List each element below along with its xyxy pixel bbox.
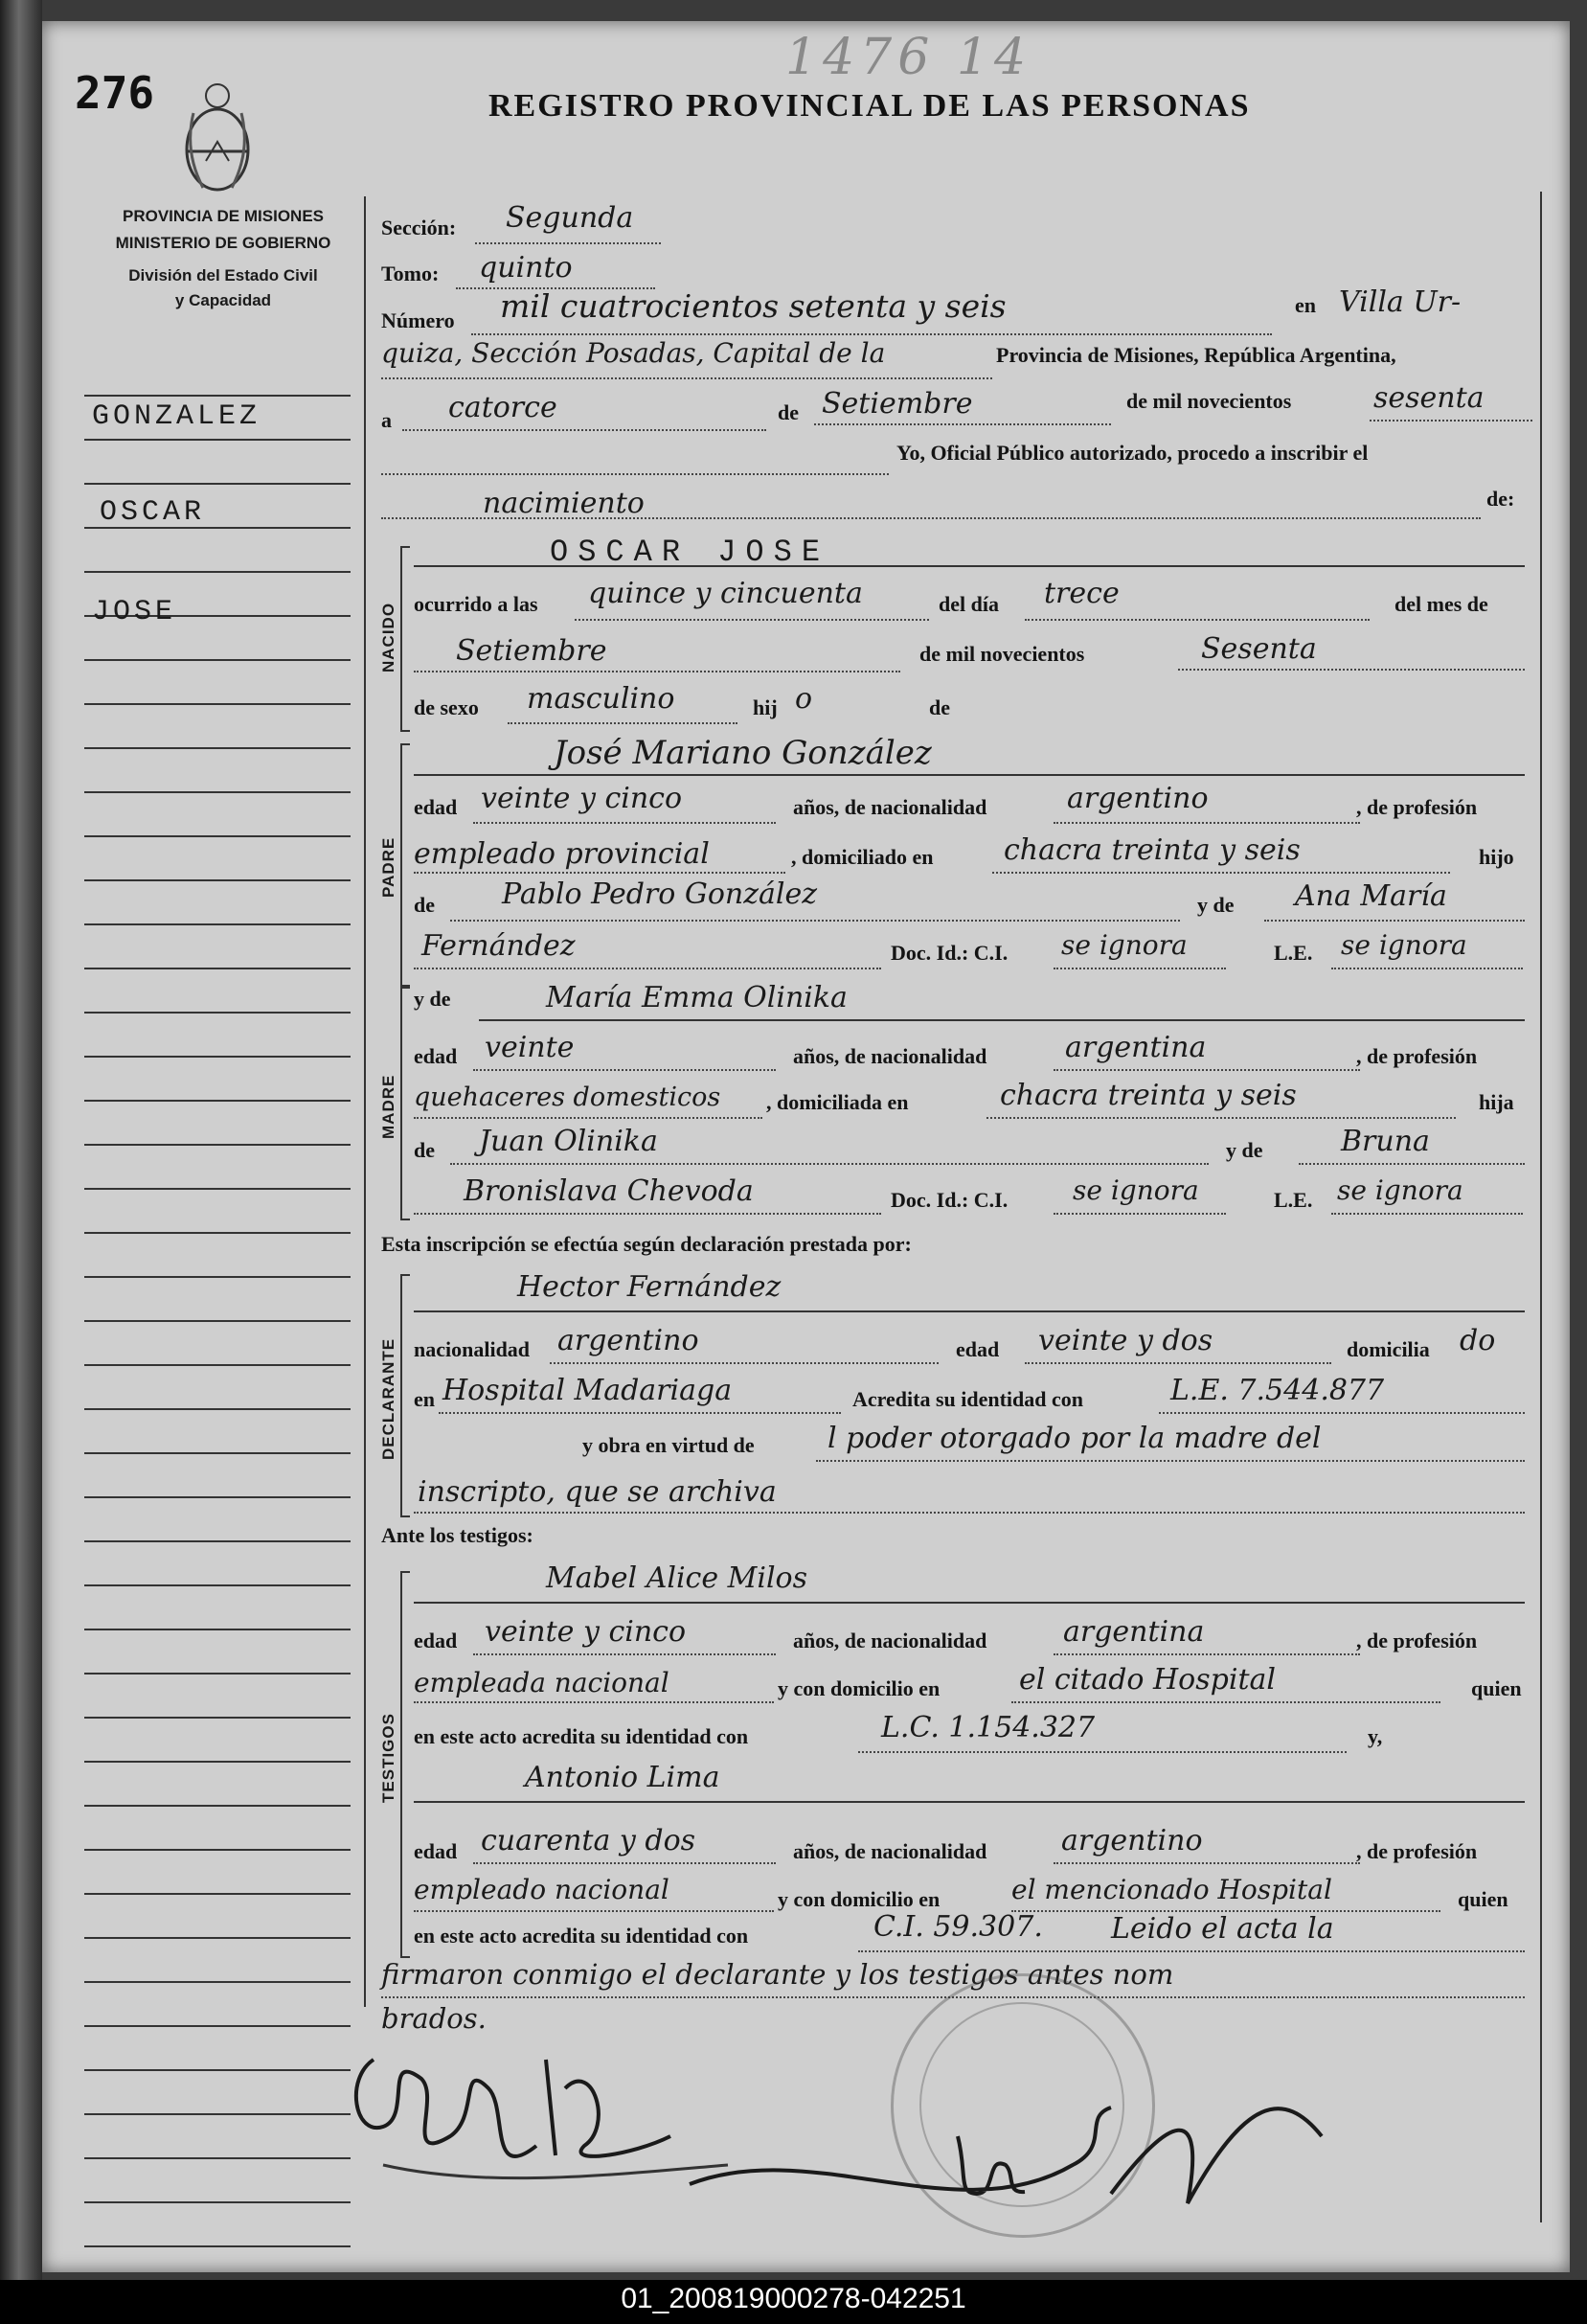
line <box>1159 1412 1525 1414</box>
value-decl-id: L.E. 7.544.877 <box>1170 1374 1385 1407</box>
header-capacidad: y Capacidad <box>174 291 272 309</box>
label-t1-nac: años, de nacionalidad <box>793 1629 987 1652</box>
value-madre-nombre: María Emma Olinika <box>546 981 848 1014</box>
label-madre-de: de <box>414 1138 435 1162</box>
margin-rule <box>84 1937 351 1939</box>
label-numero: Número <box>381 308 455 332</box>
section-madre: MADRE <box>379 1074 397 1139</box>
label-padre-doc: Doc. Id.: C.I. <box>891 941 1009 965</box>
value-padre-nac: argentino <box>1067 782 1209 815</box>
margin-surname: GONZALEZ <box>92 400 261 433</box>
value-seccion: Segunda <box>506 201 634 235</box>
line <box>1264 920 1525 922</box>
line <box>414 872 785 874</box>
section-testigos: TESTIGOS <box>379 1713 397 1803</box>
value-madre-ci: se ignora <box>1073 1174 1199 1206</box>
margin-rule <box>84 1364 351 1366</box>
line <box>1025 619 1370 621</box>
value-madre-nac: argentina <box>1065 1031 1207 1064</box>
line <box>473 1862 776 1864</box>
margin-rule <box>84 2245 351 2247</box>
label-madre-edad: edad <box>414 1044 458 1068</box>
margin-rule <box>84 968 351 969</box>
margin-rule <box>84 1100 351 1102</box>
value-t1-nac: argentina <box>1063 1615 1205 1649</box>
value-t2-edad: cuarenta y dos <box>481 1824 696 1857</box>
label-mil-novecientos-nac: de mil novecientos <box>919 642 1085 666</box>
value-t1-dom: el citado Hospital <box>1019 1663 1276 1697</box>
line <box>414 1117 762 1119</box>
line <box>1054 822 1360 824</box>
value-t2-id: C.I. 59.307. <box>873 1910 1043 1944</box>
line <box>814 423 1111 425</box>
line <box>381 473 889 475</box>
label-madre-prof: , de profesión <box>1356 1044 1478 1068</box>
line <box>1025 1362 1331 1364</box>
label-padre-le: L.E. <box>1274 941 1313 965</box>
margin-rule <box>84 1761 351 1763</box>
label-yo-oficial: Yo, Oficial Público autorizado, procedo a inscribir el <box>896 441 1369 465</box>
margin-rule <box>84 1981 351 1983</box>
value-mes: Setiembre <box>822 387 973 421</box>
label-padre-prof: , de profesión <box>1356 795 1478 819</box>
margin-rule <box>84 923 351 925</box>
margin-rule <box>84 747 351 749</box>
line <box>550 1362 939 1364</box>
margin-rule <box>84 1893 351 1895</box>
value-nombre-inscripto: OSCAR JOSE <box>550 535 830 570</box>
value-t1-nombre: Mabel Alice Milos <box>546 1561 808 1595</box>
label-decl-domicilia: domicilia <box>1347 1337 1430 1361</box>
margin-rule <box>84 1452 351 1454</box>
value-t2-nombre: Antonio Lima <box>525 1761 720 1794</box>
value-madre-padre: Juan Olinika <box>479 1125 658 1158</box>
margin-rule <box>84 659 351 661</box>
line <box>381 517 1481 519</box>
label-padre-nac: años, de nacionalidad <box>793 795 987 819</box>
line <box>1011 1701 1440 1703</box>
margin-rule <box>84 1717 351 1719</box>
value-dia: catorce <box>448 391 557 424</box>
label-padre-edad: edad <box>414 795 458 819</box>
label-de-padres: de <box>929 695 950 719</box>
line <box>1178 669 1525 671</box>
document-title: REGISTRO PROVINCIAL DE LAS PERSONAS <box>488 88 1251 124</box>
line <box>439 1412 841 1414</box>
label-tomo: Tomo: <box>381 262 440 285</box>
label-madre-hija: hija <box>1479 1090 1514 1114</box>
label-a: a <box>381 408 392 432</box>
label-t2-acredita: en este acto acredita su identidad con <box>414 1924 749 1948</box>
margin-rule <box>84 1012 351 1014</box>
line <box>402 429 766 431</box>
label-decl-acredita: Acredita su identidad con <box>852 1387 1084 1411</box>
label-seccion: Sección: <box>381 216 457 239</box>
label-decl-virtud: y obra en virtud de <box>582 1433 755 1457</box>
scan-file-id: 01_200819000278-042251 <box>621 2283 966 2314</box>
label-hijo: hij <box>753 695 778 719</box>
margin-rule <box>84 483 351 485</box>
value-t1-prof: empleada nacional <box>414 1667 669 1698</box>
line <box>414 1910 774 1912</box>
margin-rule <box>84 1540 351 1542</box>
value-hijo-suffix: o <box>795 682 813 716</box>
value-padre-edad: veinte y cinco <box>481 782 683 815</box>
value-t2-prof: empleado nacional <box>414 1874 669 1905</box>
line <box>414 1701 774 1703</box>
label-t1-edad: edad <box>414 1629 458 1652</box>
margin-rule <box>84 2201 351 2203</box>
value-anio: sesenta <box>1373 381 1485 415</box>
value-madre-prof: quehaceres domesticos <box>414 1082 721 1112</box>
margin-rule <box>84 2069 351 2071</box>
line <box>473 1069 776 1071</box>
value-padre-prof: empleado provincial <box>414 837 710 871</box>
margin-first-name: OSCAR <box>100 496 206 529</box>
value-decl-dom: Hospital Madariaga <box>442 1374 733 1407</box>
margin-rule <box>84 1673 351 1675</box>
value-anio-nac: Sesenta <box>1201 632 1317 666</box>
value-acto: nacimiento <box>483 487 645 520</box>
line <box>479 1019 1525 1021</box>
margin-rule <box>84 1496 351 1498</box>
value-lugar2: quiza, Sección Posadas, Capital de la <box>381 337 886 369</box>
margin-second-name: JOSE <box>92 596 177 628</box>
margin-rule <box>84 1320 351 1322</box>
value-madre-le: se ignora <box>1337 1174 1463 1206</box>
label-declaracion: Esta inscripción se efectúa según declaración prestada por: <box>381 1232 912 1256</box>
line <box>1370 420 1532 422</box>
line <box>986 1117 1456 1119</box>
value-padre-le: se ignora <box>1341 929 1467 961</box>
line <box>381 377 992 379</box>
line <box>1299 1163 1525 1165</box>
label-madre-le: L.E. <box>1274 1188 1313 1212</box>
label-ocurrido: ocurrido a las <box>414 592 538 616</box>
label-padre-dom: , domiciliado en <box>791 845 934 869</box>
value-padre-ci: se ignora <box>1061 929 1188 961</box>
label-sexo: de sexo <box>414 695 479 719</box>
line <box>414 1801 1525 1803</box>
label-ante-testigos: Ante los testigos: <box>381 1523 533 1547</box>
line <box>575 619 929 621</box>
header-division: División del Estado Civil <box>128 266 318 285</box>
margin-rule <box>84 1232 351 1234</box>
line <box>816 1460 1525 1462</box>
line <box>414 1310 1525 1312</box>
label-mil-novecientos: de mil novecientos <box>1126 389 1292 413</box>
label-t2-domicilio: y con domicilio en <box>778 1887 941 1911</box>
label-t1-quien: quien <box>1471 1676 1522 1700</box>
right-vertical-rule <box>1540 192 1542 2222</box>
line <box>858 1950 1525 1952</box>
value-decl-virtud1: l poder otorgado por la madre del <box>828 1422 1322 1455</box>
value-cierre1: Leido el acta la <box>1111 1912 1334 1946</box>
section-declarante: DECLARANTE <box>379 1337 397 1460</box>
label-de-colon: de: <box>1486 487 1515 511</box>
line <box>1054 1213 1226 1215</box>
label-t1-prof: , de profesión <box>1356 1629 1478 1652</box>
margin-rule <box>84 439 351 441</box>
value-hora: quince y cincuenta <box>588 577 863 610</box>
margin-rule <box>84 2113 351 2115</box>
header-ministry: MINISTERIO DE GOBIERNO <box>115 234 331 252</box>
value-madre-edad: veinte <box>485 1031 575 1064</box>
margin-rule <box>84 1188 351 1190</box>
value-mes-nac: Setiembre <box>456 634 607 668</box>
margin-rule <box>84 1408 351 1410</box>
value-dia-nac: trece <box>1044 577 1120 610</box>
margin-rule <box>84 2025 351 2027</box>
line <box>414 774 1525 776</box>
value-sexo: masculino <box>527 682 675 716</box>
value-madre-madre1: Bruna <box>1341 1125 1430 1158</box>
label-del-mes: del mes de <box>1394 592 1488 616</box>
value-padre-dom: chacra treinta y seis <box>1004 833 1301 867</box>
value-t2-dom: el mencionado Hospital <box>1011 1874 1332 1905</box>
value-t1-id: L.C. 1.154.327 <box>881 1711 1096 1744</box>
margin-rule <box>84 571 351 573</box>
label-madre-y-de2: y de <box>1226 1138 1263 1162</box>
label-t2-prof: , de profesión <box>1356 1839 1478 1863</box>
label-madre-doc: Doc. Id.: C.I. <box>891 1188 1009 1212</box>
line <box>471 333 1272 335</box>
section-padre: PADRE <box>379 836 397 898</box>
line <box>508 722 737 724</box>
label-madre-nac: años, de nacionalidad <box>793 1044 987 1068</box>
label-madre-y-de: y de <box>414 987 451 1011</box>
label-decl-edad: edad <box>956 1337 1000 1361</box>
label-t1-domicilio: y con domicilio en <box>778 1676 941 1700</box>
label-provincia: Provincia de Misiones, República Argentina, <box>996 343 1396 367</box>
line <box>414 1602 1525 1604</box>
line <box>450 1163 1209 1165</box>
label-decl-en: en <box>414 1387 435 1411</box>
value-numero: mil cuatrocientos setenta y seis <box>500 287 1007 325</box>
value-lugar1: Villa Ur- <box>1339 285 1462 319</box>
line <box>1054 968 1226 969</box>
label-padre-hijo: hijo <box>1479 845 1514 869</box>
value-padre-nombre: José Mariano González <box>554 734 932 772</box>
value-t1-edad: veinte y cinco <box>485 1615 687 1649</box>
label-padre-de: de <box>414 893 435 917</box>
label-t2-quien: quien <box>1458 1887 1508 1911</box>
line <box>1054 1862 1360 1864</box>
label-madre-dom: , domiciliada en <box>766 1090 909 1114</box>
value-decl-virtud2: inscripto, que se archiva <box>418 1475 777 1509</box>
value-madre-dom: chacra treinta y seis <box>1000 1079 1297 1112</box>
margin-rule <box>84 2157 351 2159</box>
margin-rule <box>84 1056 351 1058</box>
line <box>414 671 900 672</box>
margin-rule <box>84 1629 351 1630</box>
value-decl-edad: veinte y dos <box>1038 1324 1213 1357</box>
stamped-act-number: 1476 14 <box>785 29 1032 86</box>
line <box>475 242 661 244</box>
header-province: PROVINCIA DE MISIONES <box>122 207 324 225</box>
margin-rule <box>84 703 351 705</box>
margin-rule <box>84 1805 351 1807</box>
line <box>1331 968 1523 969</box>
line <box>414 968 881 969</box>
page-number: 276 <box>75 67 155 119</box>
margin-rule <box>84 791 351 793</box>
value-tomo: quinto <box>479 251 573 285</box>
value-cierre2: firmaron conmigo el declarante y los testigos antes nom <box>381 1958 1174 1991</box>
label-de-mes: de <box>778 400 799 424</box>
label-del-dia: del día <box>939 592 999 616</box>
margin-rule <box>84 1276 351 1278</box>
label-padre-y-de: y de <box>1197 893 1235 917</box>
line <box>414 565 1525 567</box>
label-t1-acredita: en este acto acredita su identidad con <box>414 1724 749 1748</box>
line <box>450 920 1180 922</box>
line <box>473 822 776 824</box>
line <box>414 1512 1525 1514</box>
margin-rule <box>84 1849 351 1851</box>
section-nacido: NACIDO <box>379 602 397 672</box>
label-t2-nac: años, de nacionalidad <box>793 1839 987 1863</box>
value-decl-dom-suffix: do <box>1460 1324 1496 1357</box>
margin-rule <box>84 879 351 881</box>
value-t2-nac: argentino <box>1061 1824 1203 1857</box>
margin-rule <box>84 1144 351 1146</box>
value-padre-padre: Pablo Pedro González <box>502 877 818 911</box>
label-en: en <box>1295 293 1316 317</box>
value-padre-madre2: Fernández <box>421 929 576 963</box>
value-decl-nombre: Hector Fernández <box>517 1270 782 1304</box>
value-padre-madre1: Ana María <box>1295 879 1447 913</box>
label-decl-nac: nacionalidad <box>414 1337 531 1361</box>
book-binding <box>0 0 42 2280</box>
margin-rule <box>84 1584 351 1586</box>
line <box>1331 1213 1523 1215</box>
line <box>1054 1653 1360 1655</box>
line <box>473 1653 776 1655</box>
value-madre-madre2: Bronislava Chevoda <box>464 1174 754 1208</box>
value-cierre3: brados. <box>381 2002 487 2035</box>
line <box>858 1751 1347 1753</box>
label-t2-edad: edad <box>414 1839 458 1863</box>
line <box>414 1213 881 1215</box>
main-vertical-rule <box>364 196 366 2007</box>
margin-rule <box>84 835 351 837</box>
line <box>1054 1069 1360 1071</box>
margin-rule <box>84 395 351 397</box>
label-t1-y: y, <box>1368 1724 1383 1748</box>
officer-signature-icon <box>670 2079 1341 2232</box>
coat-of-arms-icon <box>174 75 261 199</box>
line <box>992 872 1450 874</box>
value-decl-nac: argentino <box>557 1324 699 1357</box>
